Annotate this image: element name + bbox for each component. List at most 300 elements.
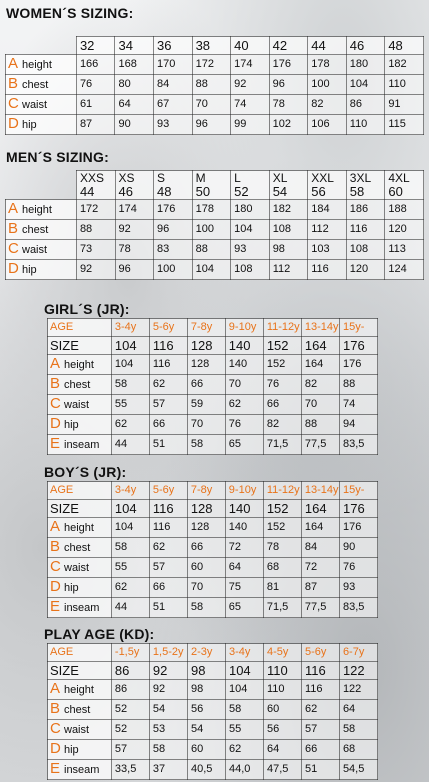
table-cell: 44,0 [225,760,263,780]
size-number: 44 [79,184,95,199]
age-header-cell: 11-12y [263,319,301,337]
table-row [48,578,378,598]
size-number: 46 [118,184,133,199]
age-header-cell: 7-8y [187,319,225,337]
table-cell: 93 [231,240,270,260]
age-header-cell: -1,5y [111,644,149,662]
measure-label-cell [6,115,77,135]
table-cell: 188 [385,200,424,220]
size-header-cell: 104 [225,662,263,680]
size-header-cell: 140 [225,500,263,518]
size-letter-code: L [234,171,241,185]
age-header-row [48,644,378,662]
table-cell: 66 [187,375,225,395]
measure-label-cell [48,700,112,720]
table-cell: 178 [308,55,347,75]
table-cell: 112 [269,260,308,280]
size-number: 52 [234,184,249,199]
table-cell: 58 [149,740,187,760]
measure-label: chest [64,704,91,716]
size-header-cell: 104 [111,500,149,518]
table-cell: 78 [115,240,154,260]
table-cell: 55 [111,558,149,578]
measure-label: inseam [64,439,100,451]
table-cell: 64 [115,95,154,115]
measure-letter: D [50,740,61,757]
measure-letter: A [8,200,19,217]
measure-label-cell [48,415,112,435]
measure-label-cell [48,760,112,780]
table-cell: 37 [149,760,187,780]
table-cell: 84 [154,75,193,95]
table-cell: 52 [111,720,149,740]
size-number: 58 [349,184,365,199]
measure-label-cell [48,355,112,375]
table-cell: 176 [269,55,308,75]
table-cell: 74 [231,95,270,115]
table-cell: 60 [263,700,301,720]
age-header-cell: 2-3y [187,644,225,662]
table-cell: 88 [192,75,231,95]
size-header-cell: 98 [187,662,225,680]
table-cell: 66 [149,578,187,598]
size-letter-code: 4XL [388,171,410,185]
table-cell: 83,5 [339,435,377,455]
measure-label-cell [48,720,112,740]
age-header-cell: 13-14y [301,319,339,337]
size-letter-code: XXS [79,171,104,185]
measure-label: height [22,59,52,71]
measure-label: hip [22,264,37,276]
table-cell: 86 [346,95,385,115]
table-cell: 70 [225,375,263,395]
table-cell: 87 [301,578,339,598]
measure-letter: E [50,598,61,615]
age-header-cell: 6-7y [339,644,377,662]
size-header-cell [231,171,270,200]
measure-label-cell [48,518,112,538]
measure-letter: B [50,700,61,717]
table-cell: 62 [111,415,149,435]
table-cell: 58 [111,375,149,395]
size-header-cell: 32 [76,37,115,55]
table-cell: 90 [339,538,377,558]
table-cell: 120 [385,220,424,240]
table-cell: 174 [231,55,270,75]
table-cell: 92 [115,220,154,240]
measure-label: waist [22,99,48,111]
table-cell: 104 [225,680,263,700]
table-row [6,115,424,135]
women-size-table [5,36,424,135]
table-cell: 180 [346,55,385,75]
measure-label: height [64,522,94,534]
table-cell: 93 [154,115,193,135]
size-header-cell: 116 [149,337,187,355]
table-cell: 100 [154,260,193,280]
table-row [48,720,378,740]
table-cell: 58 [187,598,225,618]
table-cell: 140 [225,355,263,375]
table-cell: 58 [225,700,263,720]
table-cell: 104 [192,260,231,280]
size-header-cell: 140 [225,337,263,355]
table-cell: 64 [339,700,377,720]
table-cell: 76 [225,415,263,435]
table-row [48,680,378,700]
table-cell: 62 [225,740,263,760]
age-header-cell: 9-10y [225,482,263,500]
table-cell: 83 [154,240,193,260]
table-cell: 116 [301,680,339,700]
table-cell: 88 [76,220,115,240]
measure-letter: B [8,220,19,237]
table-cell: 76 [263,375,301,395]
age-header-cell: 11-12y [263,482,301,500]
table-row [48,355,378,375]
size-header-cell: 128 [187,500,225,518]
table-cell: 100 [308,75,347,95]
measure-label-cell [6,220,77,240]
size-header-cell [308,171,347,200]
table-cell: 62 [149,538,187,558]
table-cell: 104 [111,355,149,375]
table-row [48,518,378,538]
table-cell: 94 [339,415,377,435]
table-cell: 184 [308,200,347,220]
boys-sizing-title: BOY´S (JR): [44,464,127,480]
table-cell: 116 [308,260,347,280]
measure-label-cell [6,240,77,260]
size-header-cell [115,171,154,200]
table-cell: 70 [192,95,231,115]
girls-sizing-title: GIRL´S (JR): [44,301,130,317]
table-cell: 152 [263,355,301,375]
table-cell: 60 [187,740,225,760]
table-cell: 98 [269,240,308,260]
table-cell: 106 [308,115,347,135]
table-row [6,260,424,280]
table-cell: 186 [346,200,385,220]
men-sizing-title: MEN´S SIZING: [6,149,109,165]
play-age-sizing-title: PLAY AGE (KD): [44,626,155,642]
size-letter-code: XS [118,171,135,185]
measure-label-cell [48,395,112,415]
table-cell: 74 [339,395,377,415]
table-cell: 54,5 [339,760,377,780]
measure-letter: D [50,578,61,595]
table-cell: 33,5 [111,760,149,780]
table-row [6,240,424,260]
table-row [48,598,378,618]
table-cell: 99 [231,115,270,135]
table-cell: 176 [339,518,377,538]
measure-letter: B [50,538,61,555]
header-blank-cell [6,171,77,200]
measure-label-cell [6,75,77,95]
table-cell: 140 [225,518,263,538]
table-row [48,375,378,395]
size-number: 54 [272,184,288,199]
size-header-cell: 176 [339,337,377,355]
table-cell: 172 [192,55,231,75]
table-cell: 76 [76,75,115,95]
size-header-cell [346,171,385,200]
table-cell: 82 [263,415,301,435]
table-cell: 178 [192,200,231,220]
table-cell: 80 [115,75,154,95]
table-cell: 176 [339,355,377,375]
age-label: AGE [48,644,112,662]
table-cell: 103 [308,240,347,260]
measure-label: waist [22,244,48,256]
table-cell: 92 [231,75,270,95]
table-cell: 182 [385,55,424,75]
measure-label: height [22,204,52,216]
table-cell: 88 [301,415,339,435]
size-header-cell: 38 [192,37,231,55]
table-cell: 83,5 [339,598,377,618]
size-header-row [6,37,424,55]
table-cell: 128 [187,518,225,538]
table-cell: 73 [76,240,115,260]
measure-letter: D [8,115,19,132]
table-cell: 54 [149,700,187,720]
table-cell: 62 [301,700,339,720]
measure-label: hip [64,744,79,756]
table-cell: 86 [111,680,149,700]
table-row [48,760,378,780]
size-header-cell: 92 [149,662,187,680]
size-header-cell [385,171,424,200]
table-cell: 102 [269,115,308,135]
header-blank-cell [6,37,77,55]
men-size-table [5,170,424,280]
size-header-cell: 40 [231,37,270,55]
table-row [48,415,378,435]
table-cell: 57 [149,558,187,578]
table-cell: 168 [115,55,154,75]
table-cell: 81 [263,578,301,598]
measure-letter: D [50,415,61,432]
table-cell: 104 [231,220,270,240]
table-cell: 66 [149,415,187,435]
table-row [6,55,424,75]
table-cell: 62 [225,395,263,415]
size-header-cell: 86 [111,662,149,680]
size-header-row [6,171,424,200]
girls-size-table [47,318,378,455]
table-cell: 108 [231,260,270,280]
table-cell: 64 [225,558,263,578]
table-cell: 65 [225,598,263,618]
size-number: 60 [388,184,403,199]
table-cell: 116 [346,220,385,240]
table-cell: 88 [192,240,231,260]
table-cell: 58 [187,435,225,455]
age-header-cell: 15y- [339,482,377,500]
age-header-cell: 3-4y [111,482,149,500]
size-header-cell: 34 [115,37,154,55]
table-cell: 66 [187,538,225,558]
age-header-cell: 4-5y [263,644,301,662]
measure-letter: B [8,75,19,92]
table-cell: 92 [149,680,187,700]
table-cell: 44 [111,435,149,455]
table-cell: 70 [187,415,225,435]
table-cell: 124 [385,260,424,280]
table-cell: 84 [301,538,339,558]
measure-label-cell [48,578,112,598]
measure-letter: E [50,760,61,777]
table-row [48,435,378,455]
size-header-cell: 176 [339,500,377,518]
table-cell: 78 [263,538,301,558]
measure-label-cell [6,95,77,115]
table-cell: 57 [111,740,149,760]
table-cell: 71,5 [263,435,301,455]
measure-label: hip [64,582,79,594]
age-header-cell: 5-6y [301,644,339,662]
table-cell: 82 [308,95,347,115]
age-header-cell: 3-4y [225,644,263,662]
women-sizing-title: WOMEN´S SIZING: [6,5,134,21]
table-cell: 55 [225,720,263,740]
measure-label-cell [6,55,77,75]
table-cell: 56 [263,720,301,740]
table-cell: 51 [301,760,339,780]
table-cell: 100 [192,220,231,240]
size-header-cell: 104 [111,337,149,355]
table-cell: 92 [76,260,115,280]
table-cell: 77,5 [301,598,339,618]
table-cell: 182 [269,200,308,220]
table-cell: 58 [339,720,377,740]
table-cell: 68 [339,740,377,760]
table-cell: 58 [111,538,149,558]
table-row [6,95,424,115]
table-cell: 72 [225,538,263,558]
table-row [48,558,378,578]
measure-label: hip [22,119,37,131]
table-cell: 96 [192,115,231,135]
table-cell: 122 [339,680,377,700]
table-cell: 65 [225,435,263,455]
measure-label-cell [6,200,77,220]
measure-label: inseam [64,602,100,614]
size-letter-code: 3XL [349,171,372,185]
size-number: 48 [157,184,172,199]
measure-label: chest [64,379,91,391]
measure-label: waist [64,724,90,736]
age-header-cell: 3-4y [111,319,149,337]
table-cell: 87 [76,115,115,135]
measure-label: chest [22,79,49,91]
table-row [48,538,378,558]
table-cell: 60 [187,558,225,578]
table-cell: 152 [263,518,301,538]
table-cell: 180 [231,200,270,220]
age-header-cell: 5-6y [149,482,187,500]
table-cell: 66 [301,740,339,760]
table-cell: 88 [339,375,377,395]
table-cell: 112 [308,220,347,240]
measure-label-cell [48,558,112,578]
table-cell: 51 [149,435,187,455]
table-cell: 96 [154,220,193,240]
table-cell: 164 [301,518,339,538]
size-number: 56 [311,184,326,199]
size-header-cell: 110 [263,662,301,680]
age-header-cell: 13-14y [301,482,339,500]
measure-letter: D [8,260,19,277]
measure-letter: A [50,518,61,535]
size-header-cell [76,171,115,200]
size-number: 50 [195,184,211,199]
age-header-row [48,319,378,337]
size-header-cell: 116 [149,500,187,518]
table-cell: 166 [76,55,115,75]
table-cell: 104 [346,75,385,95]
measure-label-cell [48,538,112,558]
measure-label-cell [48,680,112,700]
size-header-cell: 152 [263,337,301,355]
age-label: AGE [48,319,112,337]
measure-letter: C [50,558,61,575]
table-cell: 176 [154,200,193,220]
table-cell: 57 [149,395,187,415]
measure-letter: C [8,95,19,112]
table-cell: 77,5 [301,435,339,455]
age-header-cell: 7-8y [187,482,225,500]
table-cell: 55 [111,395,149,415]
table-cell: 47,5 [263,760,301,780]
table-cell: 52 [111,700,149,720]
measure-label-cell [48,375,112,395]
size-header-cell [154,171,193,200]
table-cell: 120 [346,260,385,280]
measure-label: height [64,684,94,696]
age-header-cell: 9-10y [225,319,263,337]
measure-label-cell [6,260,77,280]
size-header-row [48,500,378,518]
size-label: SIZE [48,662,112,680]
age-header-cell: 5-6y [149,319,187,337]
measure-label: waist [64,562,90,574]
table-cell: 62 [111,578,149,598]
table-cell: 78 [269,95,308,115]
table-cell: 96 [269,75,308,95]
measure-letter: A [50,680,61,697]
table-row [6,75,424,95]
table-row [6,200,424,220]
size-letter-code: XXL [311,171,334,185]
size-label: SIZE [48,500,112,518]
measure-label-cell [48,740,112,760]
size-header-cell [192,171,231,200]
table-cell: 113 [385,240,424,260]
table-cell: 71,5 [263,598,301,618]
size-header-cell: 46 [346,37,385,55]
measure-label: height [64,359,94,371]
measure-label: chest [64,542,91,554]
table-cell: 115 [385,115,424,135]
age-header-row [48,482,378,500]
size-header-cell: 164 [301,337,339,355]
table-cell: 56 [187,700,225,720]
size-letter-code: S [157,171,166,185]
measure-letter: A [50,355,61,372]
